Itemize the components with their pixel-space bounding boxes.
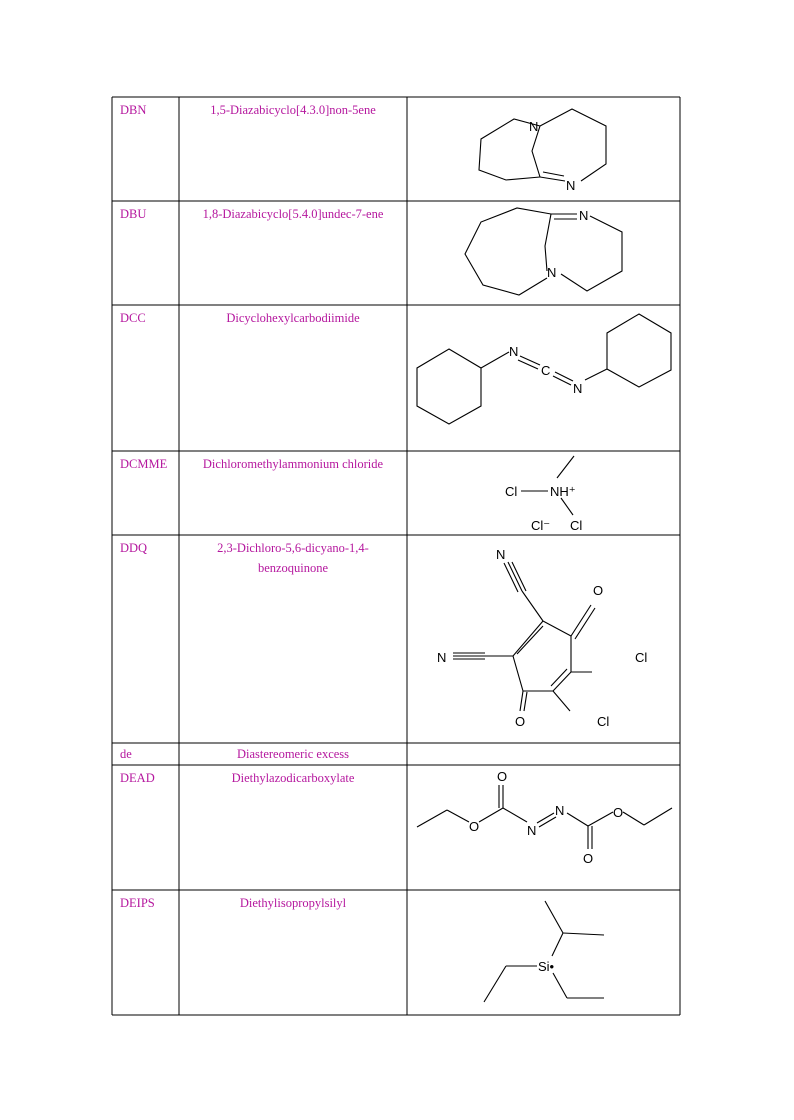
table-row (112, 890, 680, 1015)
dead-structure-icon (407, 765, 680, 890)
abbreviation-text: DCMME (120, 457, 168, 471)
structure-cell (407, 451, 680, 535)
compound-name-cell (179, 305, 407, 451)
compound-name-cell (179, 97, 407, 201)
atom-label: N (573, 381, 583, 396)
atom-label: N (527, 823, 537, 838)
atom-label: O (497, 769, 508, 784)
atom-label: NH⁺ (550, 484, 576, 499)
atom-label: N (509, 344, 519, 359)
atom-label: Cl (505, 484, 518, 499)
abbreviation-cell (112, 765, 179, 890)
atom-label: O (469, 819, 480, 834)
atom-label: N (579, 208, 589, 223)
table-row (112, 201, 680, 305)
atom-label: N (555, 803, 565, 818)
compound-name-text: Dicyclohexylcarbodiimide (226, 311, 360, 325)
abbreviation-text: DDQ (120, 541, 148, 555)
atom-label: O (593, 583, 604, 598)
abbreviation-text: DBU (120, 207, 147, 221)
atom-label: Cl (597, 714, 610, 729)
compound-name-text: Diethylisopropylsilyl (239, 896, 347, 910)
compound-name-text: Dichloromethylammonium chloride (202, 457, 384, 471)
compound-name-cell (179, 743, 407, 765)
dcmme-structure-icon (407, 451, 680, 535)
structure-cell (407, 535, 680, 743)
atom-label: O (583, 851, 594, 866)
abbreviation-cell (112, 890, 179, 1015)
atom-label: C (541, 363, 551, 378)
structure-cell (407, 765, 680, 890)
structure-cell (407, 201, 680, 305)
abbreviation-cell (112, 451, 179, 535)
abbreviation-text: de (120, 747, 132, 761)
abbreviation-cell (112, 743, 179, 765)
abbreviation-text: DCC (120, 311, 146, 325)
abbreviation-text: DBN (120, 103, 147, 117)
abbreviation-cell (112, 201, 179, 305)
structure-cell (407, 890, 680, 1015)
table-row (112, 765, 680, 890)
compound-name-cell (179, 535, 407, 743)
atom-label: Cl (635, 650, 648, 665)
compound-name-text: 1,5-Diazabicyclo[4.3.0]non-5ene (210, 103, 376, 117)
atom-label: N (496, 547, 506, 562)
atom-label: Cl⁻ (531, 518, 551, 533)
abbreviation-cell (112, 535, 179, 743)
deips-structure-icon (407, 890, 680, 1015)
atom-label: O (613, 805, 624, 820)
abbreviation-text: DEAD (120, 771, 155, 785)
abbreviation-cell (112, 97, 179, 201)
table-row (112, 743, 680, 765)
compound-name-text: Diastereomeric excess (236, 747, 350, 761)
dbu-structure-icon (407, 201, 680, 305)
compound-name-cell (179, 451, 407, 535)
abbreviation-cell (112, 305, 179, 451)
atom-label: Cl (570, 518, 583, 533)
atom-label: N (437, 650, 447, 665)
structure-cell (407, 97, 680, 201)
compound-name-cell (179, 765, 407, 890)
dcc-structure-icon (407, 305, 680, 451)
atom-label: N (547, 265, 557, 280)
atom-label: N (529, 119, 539, 134)
ddq-structure-icon (407, 535, 680, 743)
atom-label: Si• (538, 959, 555, 974)
table-row (112, 305, 680, 451)
table-row (112, 535, 680, 743)
compound-name-cell (179, 890, 407, 1015)
table-row (112, 97, 680, 201)
atom-label: N (566, 178, 576, 193)
abbreviation-text: DEIPS (120, 896, 155, 910)
atom-label: O (515, 714, 526, 729)
structure-cell (407, 743, 680, 765)
dbn-structure-icon (407, 97, 680, 201)
compound-name-text: Diethylazodicarboxylate (231, 771, 355, 785)
compound-name-text: 1,8-Diazabicyclo[5.4.0]undec-7-ene (202, 207, 384, 221)
compound-name-text: 2,3-Dichloro-5,6-dicyano-1,4-benzoquinone (217, 541, 369, 575)
structure-cell (407, 305, 680, 451)
table-row (112, 451, 680, 535)
compound-name-cell (179, 201, 407, 305)
